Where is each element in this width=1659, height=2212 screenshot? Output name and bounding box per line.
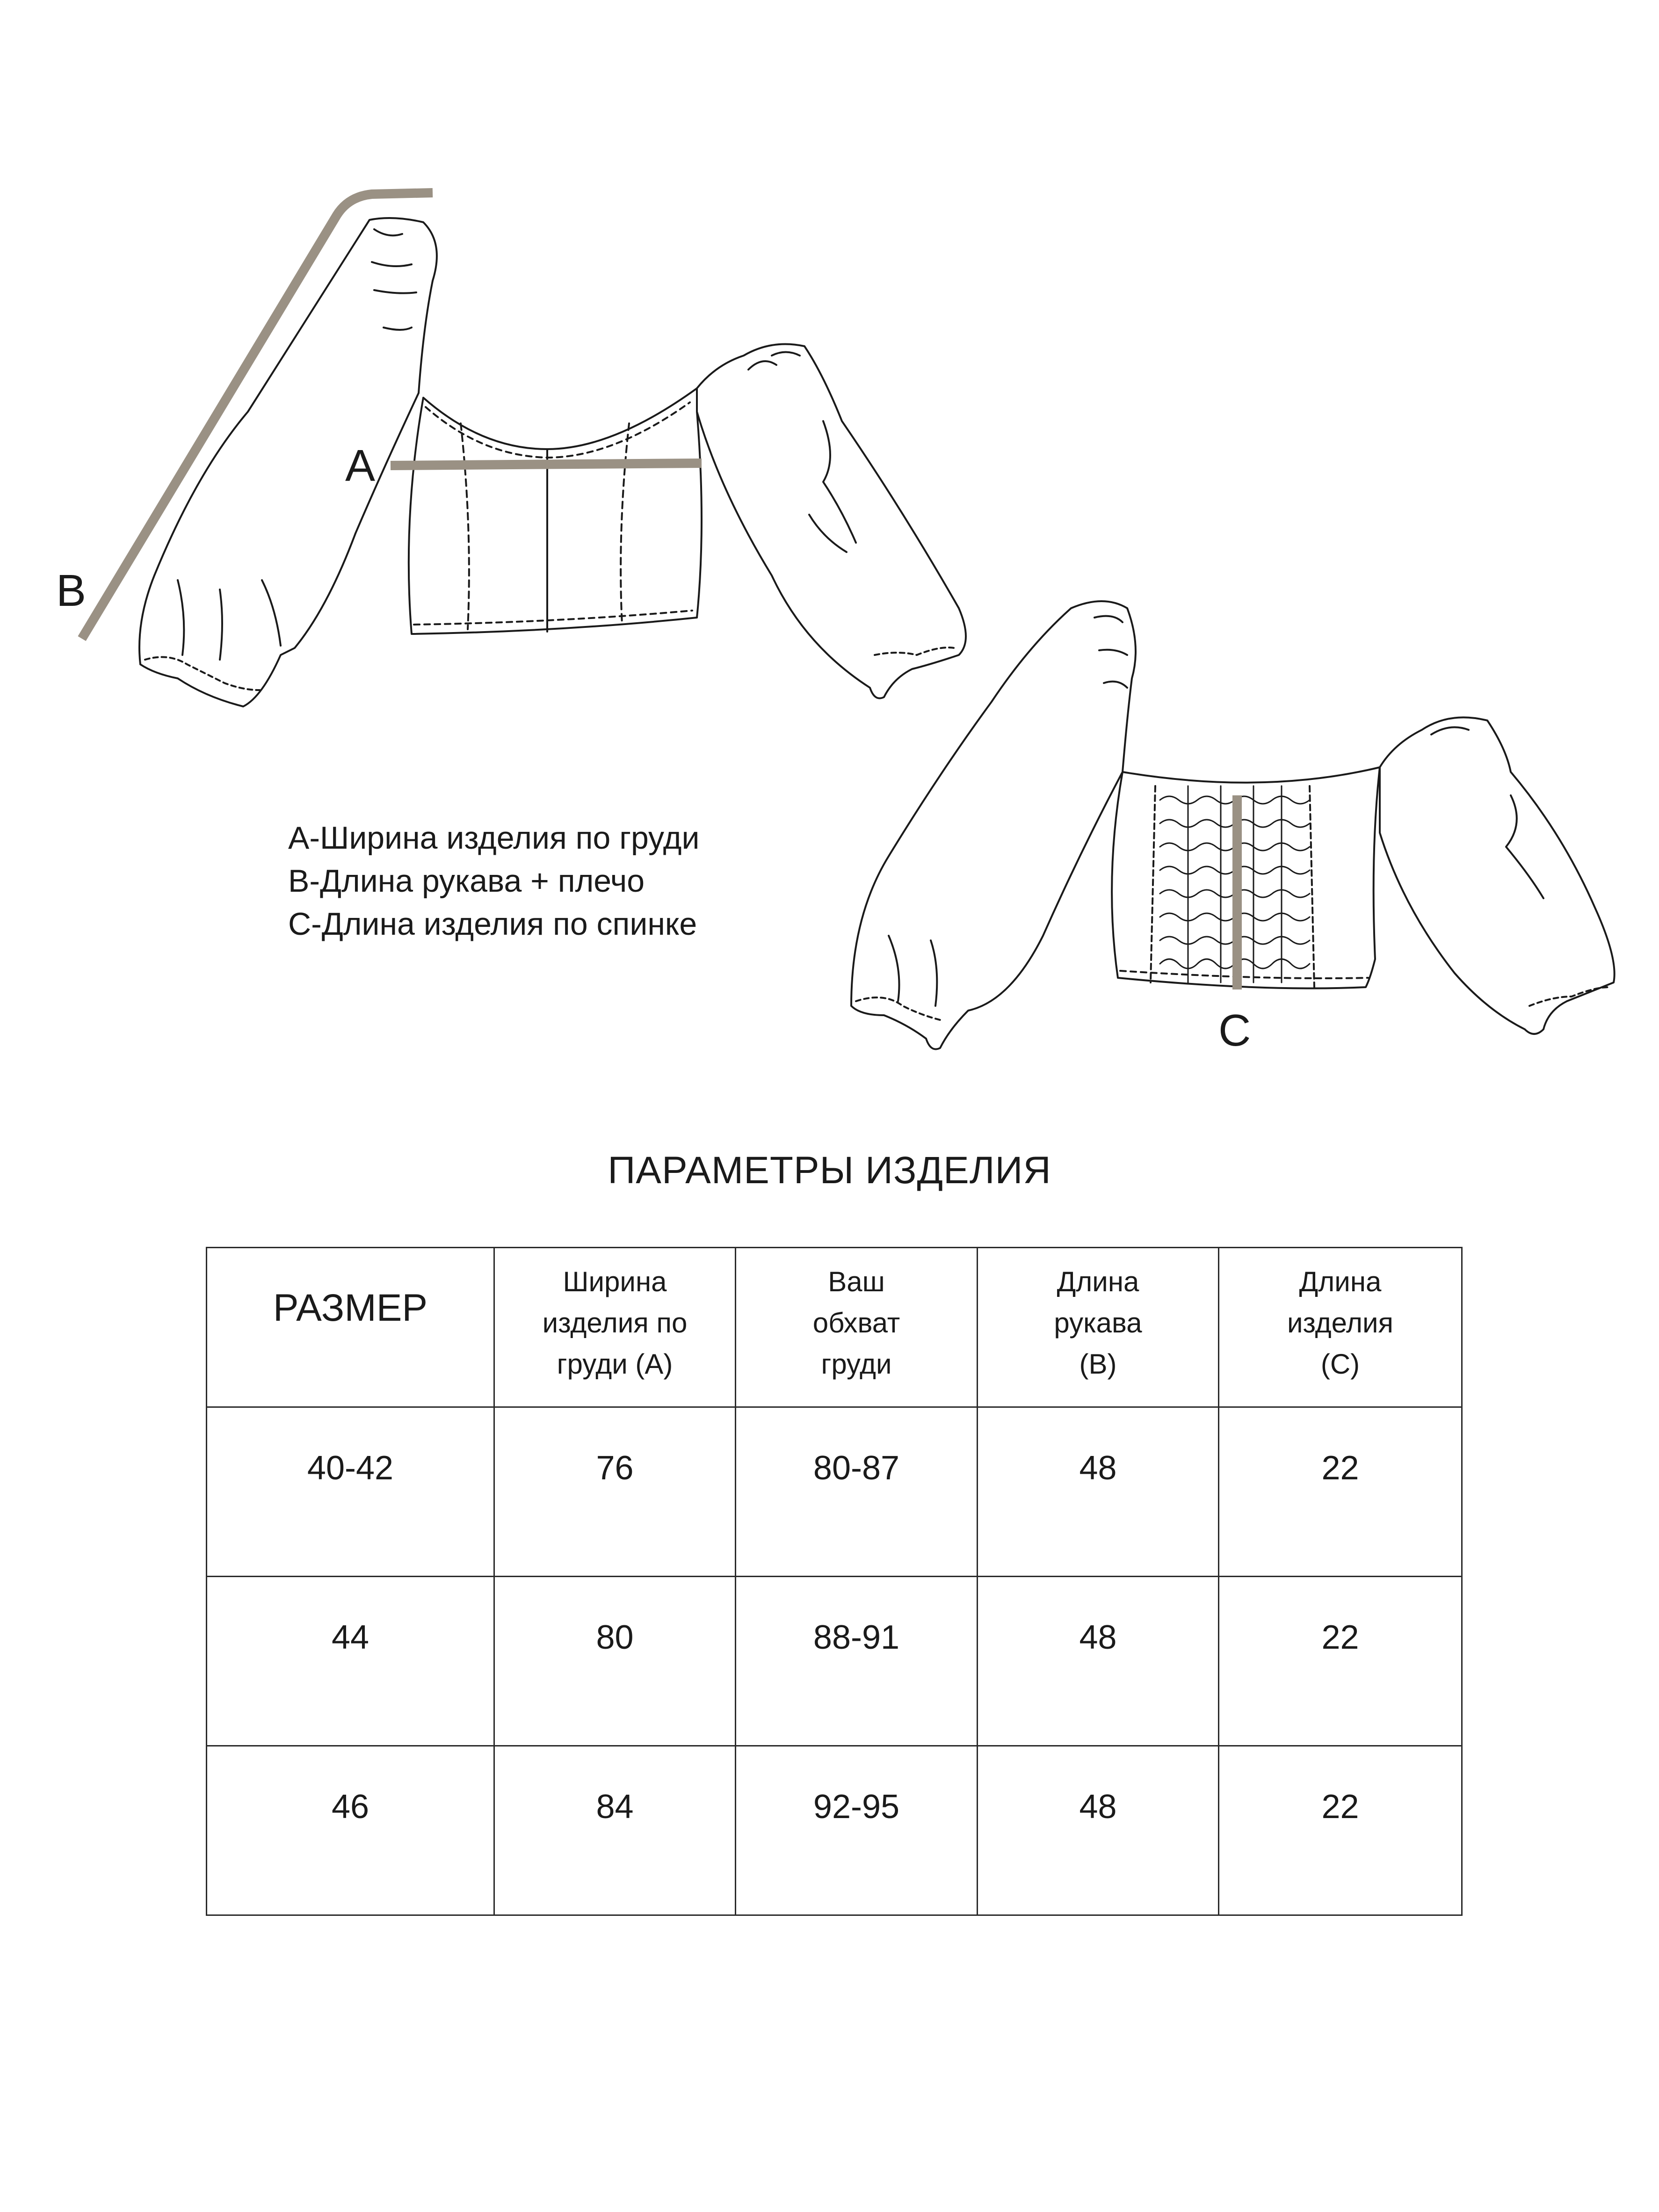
cell-your-chest: 80-87: [736, 1407, 978, 1577]
header-chest-width: Ширина изделия по груди (A): [494, 1248, 736, 1407]
cell-your-chest: 92-95: [736, 1746, 978, 1915]
back-left-sleeve: [851, 601, 1136, 1049]
cell-size: 46: [207, 1746, 494, 1915]
table-row: [207, 1577, 1462, 1746]
table-title: ПАРАМЕТРЫ ИЗДЕЛИЯ: [608, 1149, 1051, 1192]
measure-line-a: [391, 463, 702, 466]
cell-sleeve-length: 48: [978, 1577, 1219, 1746]
cell-chest-width: 80: [494, 1577, 736, 1746]
back-right-sleeve: [1380, 717, 1615, 1034]
cell-garment-length: 22: [1219, 1577, 1462, 1746]
garment-sketch: [0, 0, 1659, 1090]
mark-c-label: C: [1218, 1005, 1251, 1055]
front-seam-left: [461, 423, 469, 629]
cell-garment-length: 22: [1219, 1746, 1462, 1915]
cell-size: 40-42: [207, 1407, 494, 1577]
cell-your-chest: 88-91: [736, 1577, 978, 1746]
header-sleeve-length: Длина рукава (B): [978, 1248, 1219, 1407]
cell-sleeve-length: 48: [978, 1407, 1219, 1577]
cell-garment-length: 22: [1219, 1407, 1462, 1577]
size-parameters-table: [206, 1247, 1463, 1916]
table-row: [207, 1746, 1462, 1915]
table-header-row: [207, 1248, 1462, 1407]
measurement-legend: [288, 816, 699, 946]
legend-item-b: B-Длина рукава + плечо: [288, 863, 645, 899]
front-bodice-outline: [409, 388, 702, 634]
legend-item-c: C-Длина изделия по спинке: [288, 906, 697, 942]
mark-a-label: A: [345, 441, 376, 491]
cell-chest-width: 84: [494, 1746, 736, 1915]
header-garment-length: Длина изделия (C): [1219, 1248, 1462, 1407]
legend-item-a: A-Ширина изделия по груди: [288, 820, 700, 856]
measure-line-b: [82, 193, 433, 639]
front-right-sleeve: [697, 344, 966, 699]
cell-size: 44: [207, 1577, 494, 1746]
header-your-chest: Ваш обхват груди: [736, 1248, 978, 1407]
mark-b-label: B: [56, 566, 87, 616]
table-row: [207, 1407, 1462, 1577]
header-size: РАЗМЕР: [207, 1248, 494, 1407]
cell-chest-width: 76: [494, 1407, 736, 1577]
cell-sleeve-length: 48: [978, 1746, 1219, 1915]
front-seam-right: [621, 423, 629, 625]
